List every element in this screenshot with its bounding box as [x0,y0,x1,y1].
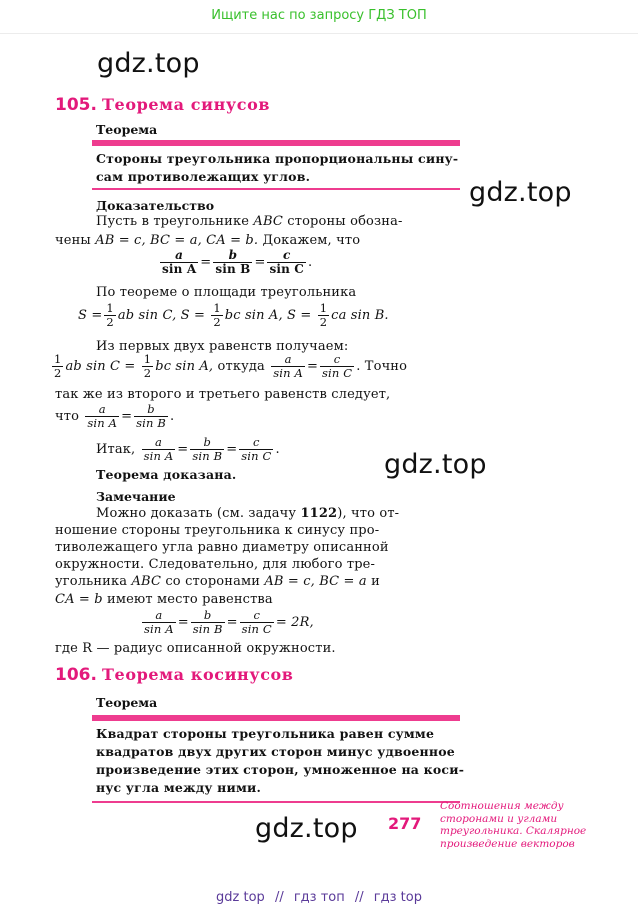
proof-line: чены AB = c, BC = a, CA = b. Докажем, что [55,233,361,248]
watermark: gdz.top [97,48,200,79]
theorem-proved: Теорема доказана. [96,467,237,482]
section-106-heading [55,665,294,685]
proof-line: По теореме о площади треугольника [96,285,357,300]
footer-links [0,890,638,905]
proof-line: Пусть в треугольнике ABC стороны обозна- [96,214,403,229]
conclusion-formula: Итак, $\frac{a}{\text{sin A}}$ = $\frac{b}{\text{sin B}}$ = $\frac{c}{\text{sin C}}$ . [96,435,280,463]
section-number: 106. [55,665,97,685]
theorem-text-line: сам противолежащих углов. [96,169,311,184]
watermark: gdz.top [469,177,572,208]
remark-line: окружности. Следовательно, для любого тре- [55,557,376,572]
remark-line: угольника ABC со сторонами AB = c, BC = a и [55,574,380,589]
area-formulas: S = $\frac{1}{2}$ ab sin C, S = $\frac{1}{2}$ bc sin A, S = $\frac{1}{2}$ ca sin B. [78,301,389,329]
theorem-text-line: Квадрат стороны треугольника равен сумме [96,726,435,741]
remark-label: Замечание [96,489,176,504]
proof-formula-line: что $\frac{a}{\text{sin A}}$ = $\frac{b}{\text{sin B}}$ . [55,402,175,430]
proof-label: Доказательство [96,198,215,213]
section-number: 105. [55,95,97,115]
page-number: 277 [388,814,422,833]
footer-link[interactable]: гдз топ [293,890,345,905]
side-note: Соотношения между сторонами и углами треугольника. Скалярное произведение векторов [440,800,587,850]
theorem-bar [92,140,460,146]
proof-formula-line: $\frac{1}{2}$ ab sin C = $\frac{1}{2}$ bc sin A, откуда $\frac{a}{\text{sin A}}$ = $\frac{c}{\text{sin C}}$ . Точно [54,352,408,380]
section-105-heading [55,95,270,115]
theorem-bar [92,715,460,721]
section-title: Теорема синусов [102,95,271,114]
footer-separator: // [354,890,364,905]
theorem-label: Теорема [96,695,158,710]
footer-link[interactable]: gdz top [216,890,265,905]
banner-divider [0,33,638,34]
remark-line: Можно доказать (см. задачу 1122), что от- [96,506,400,521]
watermark: gdz.top [255,813,358,844]
circumradius-formula: $\frac{a}{\text{sin A}}$ = $\frac{b}{\text{sin B}}$ = $\frac{c}{\text{sin C}}$ = 2R, [144,608,314,636]
proof-line: Из первых двух равенств получаем: [96,339,349,354]
theorem-bottom-bar [92,188,460,190]
remark-line: тиволежащего угла равно диаметру описанной [55,540,389,555]
sine-ratio-formula: $\frac{a}{\text{sin A}}$ = $\frac{b}{\text{sin B}}$ = $\frac{c}{\text{sin C}}$ . [162,248,313,276]
theorem-label: Теорема [96,122,158,137]
theorem-text-line: произведение этих сторон, умноженное на коси- [96,762,465,777]
theorem-text-line: квадратов двух других сторон минус удвоенное [96,744,455,759]
theorem-bottom-bar [92,801,460,803]
section-title: Теорема косинусов [102,665,294,684]
theorem-text-line: Стороны треугольника пропорциональны сину- [96,151,459,166]
theorem-text-line: нус угла между ними. [96,780,262,795]
watermark: gdz.top [384,449,487,480]
footer-separator: // [274,890,284,905]
search-banner[interactable]: Ищите нас по запросу ГДЗ ТОП [211,8,427,23]
footer-link[interactable]: гдз top [373,890,422,905]
remark-line: ношение стороны треугольника к синусу про- [55,523,380,538]
remark-line: CA = b имеют место равенства [55,592,273,607]
proof-line: так же из второго и третьего равенств следует, [55,387,391,402]
remark-line: где R — радиус описанной окружности. [55,641,336,656]
